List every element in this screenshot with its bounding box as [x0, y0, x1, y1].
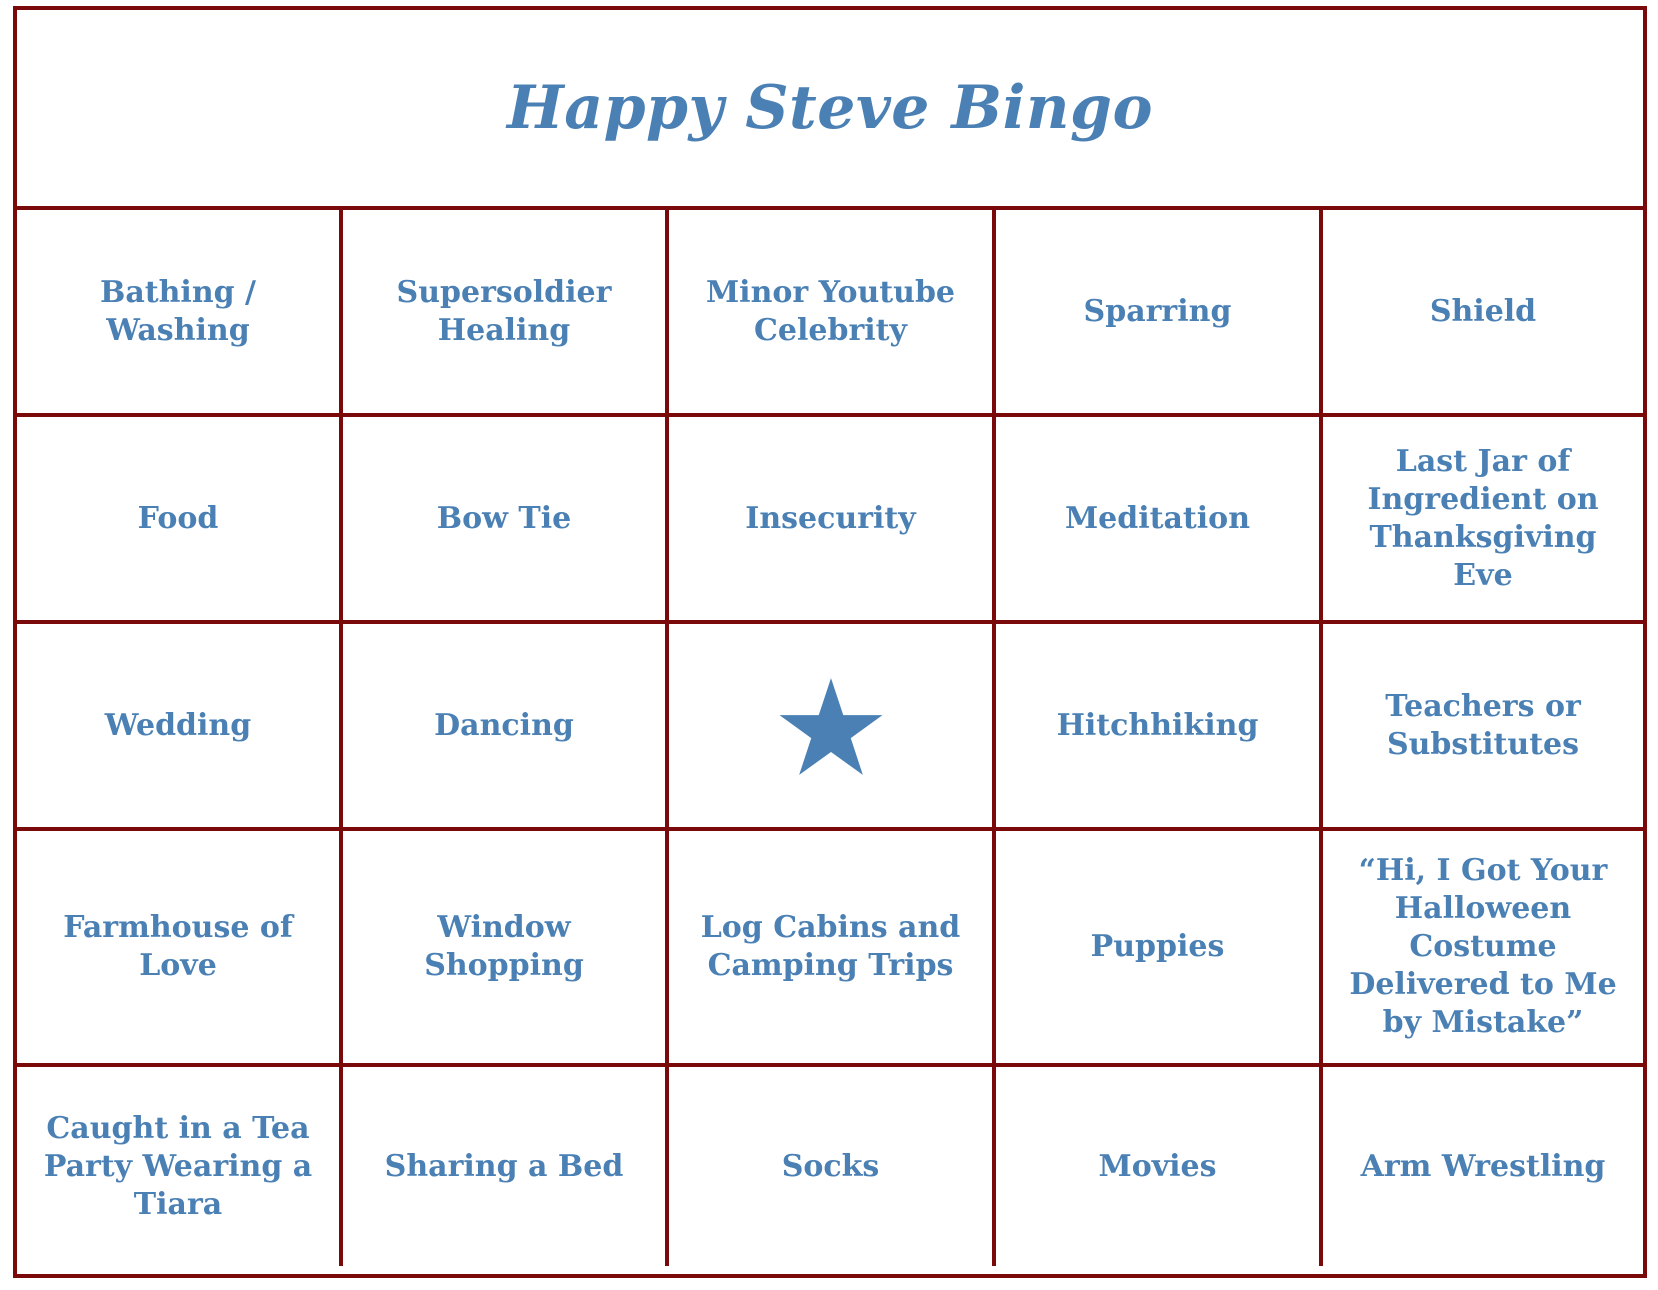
bingo-cell-label: Farmhouse of Love: [63, 910, 293, 983]
bingo-board: [13, 6, 1647, 1278]
bingo-cell-r3c1[interactable]: [17, 624, 343, 831]
bingo-cell-r4c2[interactable]: [343, 831, 669, 1067]
bingo-cell-label: Hitchhiking: [1056, 707, 1259, 743]
bingo-cell-label: Log Cabins and Camping Trips: [700, 910, 961, 983]
bingo-cell-r4c4[interactable]: [996, 831, 1323, 1067]
bingo-cell-r3c2[interactable]: [343, 624, 669, 831]
bingo-cell-label: Insecurity: [745, 500, 916, 536]
bingo-cell-label: Caught in a Tea Party Wearing a Tiara: [43, 1110, 313, 1222]
bingo-cell-r5c1[interactable]: [17, 1067, 343, 1266]
bingo-cell-r5c4[interactable]: [996, 1067, 1323, 1266]
bingo-cell-label: Window Shopping: [424, 910, 584, 983]
bingo-cell-label: Puppies: [1090, 929, 1225, 964]
bingo-cell-r2c1[interactable]: [17, 417, 343, 624]
bingo-cell-label: Teachers or Substitutes: [1385, 688, 1581, 762]
bingo-cell-r2c5[interactable]: [1323, 417, 1643, 624]
title-cell: [17, 10, 1643, 210]
bingo-cell-r1c4[interactable]: [996, 210, 1323, 417]
bingo-cell-label: Bathing / Washing: [99, 274, 257, 348]
bingo-cell-r5c2[interactable]: [343, 1067, 669, 1266]
bingo-cell-label: Movies: [1098, 1148, 1217, 1184]
bingo-cell-label: Food: [137, 500, 219, 536]
bingo-cell-r1c2[interactable]: [343, 210, 669, 417]
bingo-cell-r5c5[interactable]: [1323, 1067, 1643, 1266]
bingo-cell-r2c4[interactable]: [996, 417, 1323, 624]
bingo-cell-label: Arm Wrestling: [1360, 1148, 1606, 1184]
bingo-cell-label: Minor Youtube Celebrity: [705, 274, 956, 348]
bingo-cell-label: Wedding: [104, 707, 252, 743]
bingo-cell-r1c1[interactable]: [17, 210, 343, 417]
bingo-cell-label: Dancing: [434, 707, 574, 743]
bingo-cell-r2c3[interactable]: [669, 417, 996, 624]
bingo-cell-label: Sharing a Bed: [384, 1148, 624, 1184]
bingo-cell-r5c3[interactable]: [669, 1067, 996, 1266]
bingo-cell-r4c3[interactable]: [669, 831, 996, 1067]
bingo-cell-r1c3[interactable]: [669, 210, 996, 417]
bingo-cell-r4c1[interactable]: [17, 831, 343, 1067]
page-title: Happy Steve Bingo: [507, 73, 1153, 143]
bingo-cell-r4c5[interactable]: [1323, 831, 1643, 1067]
bingo-cell-label: Socks: [781, 1148, 880, 1184]
bingo-cell-label: Sparring: [1083, 293, 1232, 329]
bingo-cell-label: Supersoldier Healing: [396, 274, 612, 348]
bingo-cell-r3c4[interactable]: [996, 624, 1323, 831]
bingo-cell-r2c2[interactable]: [343, 417, 669, 624]
bingo-cell-label: “Hi, I Got Your Halloween Costume Delivered to Me by Mistake”: [1349, 853, 1617, 1040]
free-space-cell[interactable]: [669, 624, 996, 831]
bingo-cell-r3c5[interactable]: [1323, 624, 1643, 831]
bingo-cell-label: Shield: [1429, 293, 1537, 329]
bingo-cell-label: Meditation: [1064, 500, 1251, 536]
bingo-cell-label: Bow Tie: [436, 500, 572, 536]
star-icon: [779, 676, 883, 776]
bingo-cell-label: Last Jar of Ingredient on Thanksgiving Eve: [1367, 443, 1599, 593]
bingo-cell-r1c5[interactable]: [1323, 210, 1643, 417]
